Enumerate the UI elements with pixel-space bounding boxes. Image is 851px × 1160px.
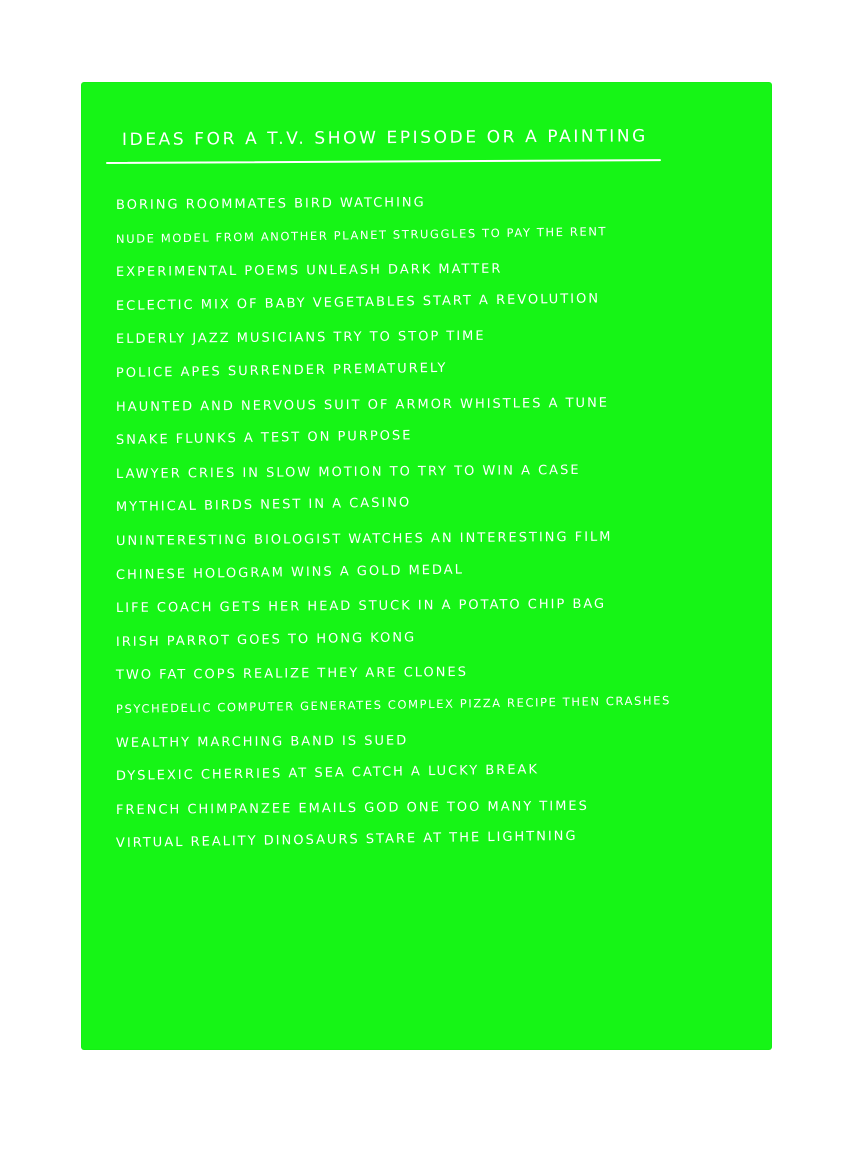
- list-item: POLICE APES SURRENDER PREMATURELY: [115, 360, 448, 381]
- list-item: NUDE MODEL FROM ANOTHER PLANET STRUGGLES TO PAY THE RENT: [115, 223, 608, 246]
- list-item: ELDERLY JAZZ MUSICIANS TRY TO STOP TIME: [115, 329, 486, 348]
- list-item: FRENCH CHIMPANZEE EMAILS GOD ONE TOO MANY TIMES: [115, 798, 589, 818]
- list-item: WEALTHY MARCHING BAND IS SUED: [115, 732, 409, 751]
- list-item: ECLECTIC MIX OF BABY VEGETABLES START A REVOLUTION: [115, 291, 601, 314]
- list-item: BORING ROOMMATES BIRD WATCHING: [115, 195, 426, 213]
- title-underline: [106, 159, 661, 164]
- list-item: CHINESE HOLOGRAM WINS A GOLD MEDAL: [115, 562, 465, 583]
- list-title: IDEAS FOR A T.V. SHOW EPISODE OR A PAINTING: [121, 126, 648, 150]
- list-item: VIRTUAL REALITY DINOSAURS STARE AT THE LIGHTNING: [115, 829, 578, 852]
- list-item: MYTHICAL BIRDS NEST IN A CASINO: [115, 495, 412, 516]
- list-item: HAUNTED AND NERVOUS SUIT OF ARMOR WHISTLES A TUNE: [115, 395, 610, 415]
- list-item: EXPERIMENTAL POEMS UNLEASH DARK MATTER: [115, 261, 503, 281]
- list-item: PSYCHEDELIC COMPUTER GENERATES COMPLEX PIZZA RECIPE THEN CRASHES: [115, 693, 672, 716]
- ideas-list: [116, 189, 671, 861]
- list-item: IRISH PARROT GOES TO HONG KONG: [115, 630, 417, 650]
- list-item: DYSLEXIC CHERRIES AT SEA CATCH A LUCKY BREAK: [115, 762, 540, 785]
- list-item: LIFE COACH GETS HER HEAD STUCK IN A POTATO CHIP BAG: [115, 596, 607, 617]
- list-item: UNINTERESTING BIOLOGIST WATCHES AN INTERESTING FILM: [115, 529, 613, 549]
- list-item: TWO FAT COPS REALIZE THEY ARE CLONES: [115, 665, 469, 684]
- list-item: SNAKE FLUNKS A TEST ON PURPOSE: [115, 428, 413, 449]
- green-sheet: [82, 83, 771, 1049]
- list-item: LAWYER CRIES IN SLOW MOTION TO TRY TO WIN A CASE: [115, 462, 581, 482]
